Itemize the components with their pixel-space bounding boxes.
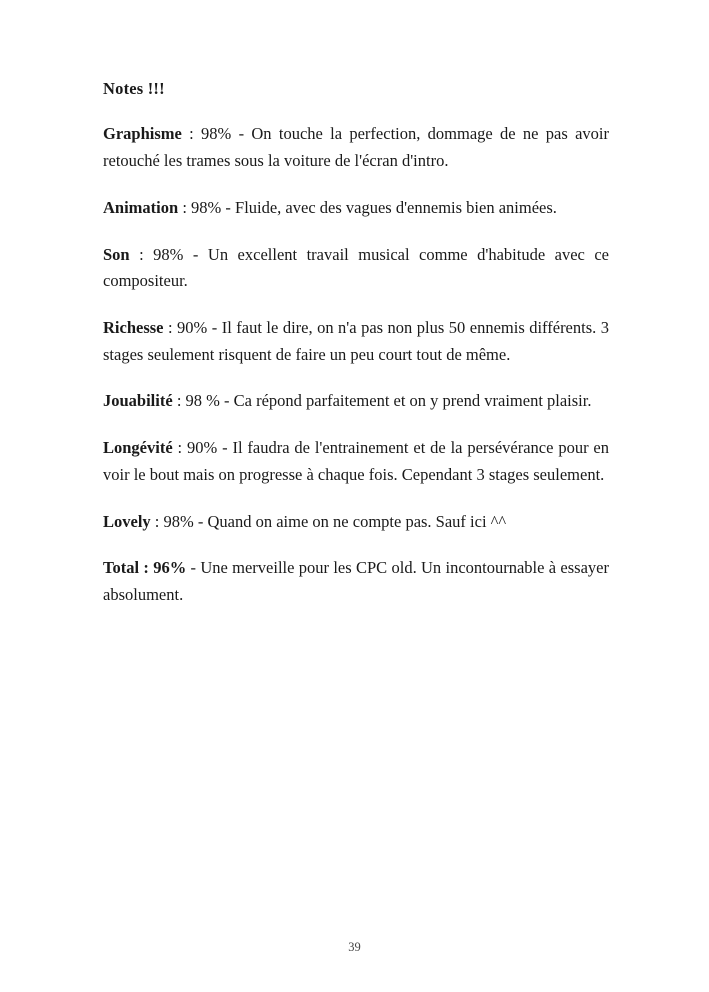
- rating-text-total: - Une merveille pour les CPC old. Un incontournable à essayer absolument.: [103, 558, 609, 605]
- rating-paragraph-graphisme: [103, 121, 609, 174]
- rating-text-son: : 98% - Un excellent travail musical comme d'habitude avec ce compositeur.: [103, 244, 609, 291]
- rating-paragraph-lovely: [103, 509, 609, 536]
- rating-label-richesse: Richesse: [103, 318, 164, 338]
- rating-label-lovely: Lovely: [103, 511, 151, 531]
- rating-text-longevite: : 90% - Il faudra de l'entrainement et de la persévérance pour en voir le bout mais on progresse à chaque fois. Cependant 3 stages seulement.: [103, 438, 609, 484]
- rating-paragraph-jouabilite: [103, 388, 609, 415]
- rating-paragraph-richesse: [103, 315, 609, 368]
- page-title: Notes !!!: [103, 79, 165, 98]
- rating-text-jouabilite: : 98 % - Ca répond parfaitement et on y prend vraiment plaisir.: [172, 391, 592, 411]
- document-body: [103, 78, 609, 609]
- rating-label-animation: Animation: [103, 197, 179, 217]
- rating-text-animation: : 98% - Fluide, avec des vagues d'ennemis bien animées.: [178, 197, 557, 217]
- rating-text-richesse: : 90% - Il faut le dire, on n'a pas non plus 50 ennemis différents. 3 stages seulement risquent de faire un peu court tout de même.: [103, 318, 609, 364]
- rating-paragraph-total: [103, 555, 609, 608]
- page-number: 39: [348, 940, 361, 954]
- rating-paragraph-son: [103, 242, 609, 295]
- rating-paragraph-longevite: [103, 435, 609, 488]
- rating-paragraph-animation: [103, 195, 609, 222]
- rating-label-longevite: Longévité: [103, 438, 173, 458]
- rating-text-lovely: : 98% - Quand on aime on ne compte pas. Sauf ici ^^: [150, 511, 507, 531]
- rating-label-jouabilite: Jouabilité: [103, 391, 173, 411]
- rating-label-total: Total : 96%: [103, 558, 187, 578]
- rating-text-graphisme: : 98% - On touche la perfection, dommage de ne pas avoir retouché les trames sous la voiture de l'écran d'intro.: [103, 124, 609, 171]
- rating-label-graphisme: Graphisme: [103, 124, 182, 144]
- rating-label-son: Son: [103, 244, 130, 264]
